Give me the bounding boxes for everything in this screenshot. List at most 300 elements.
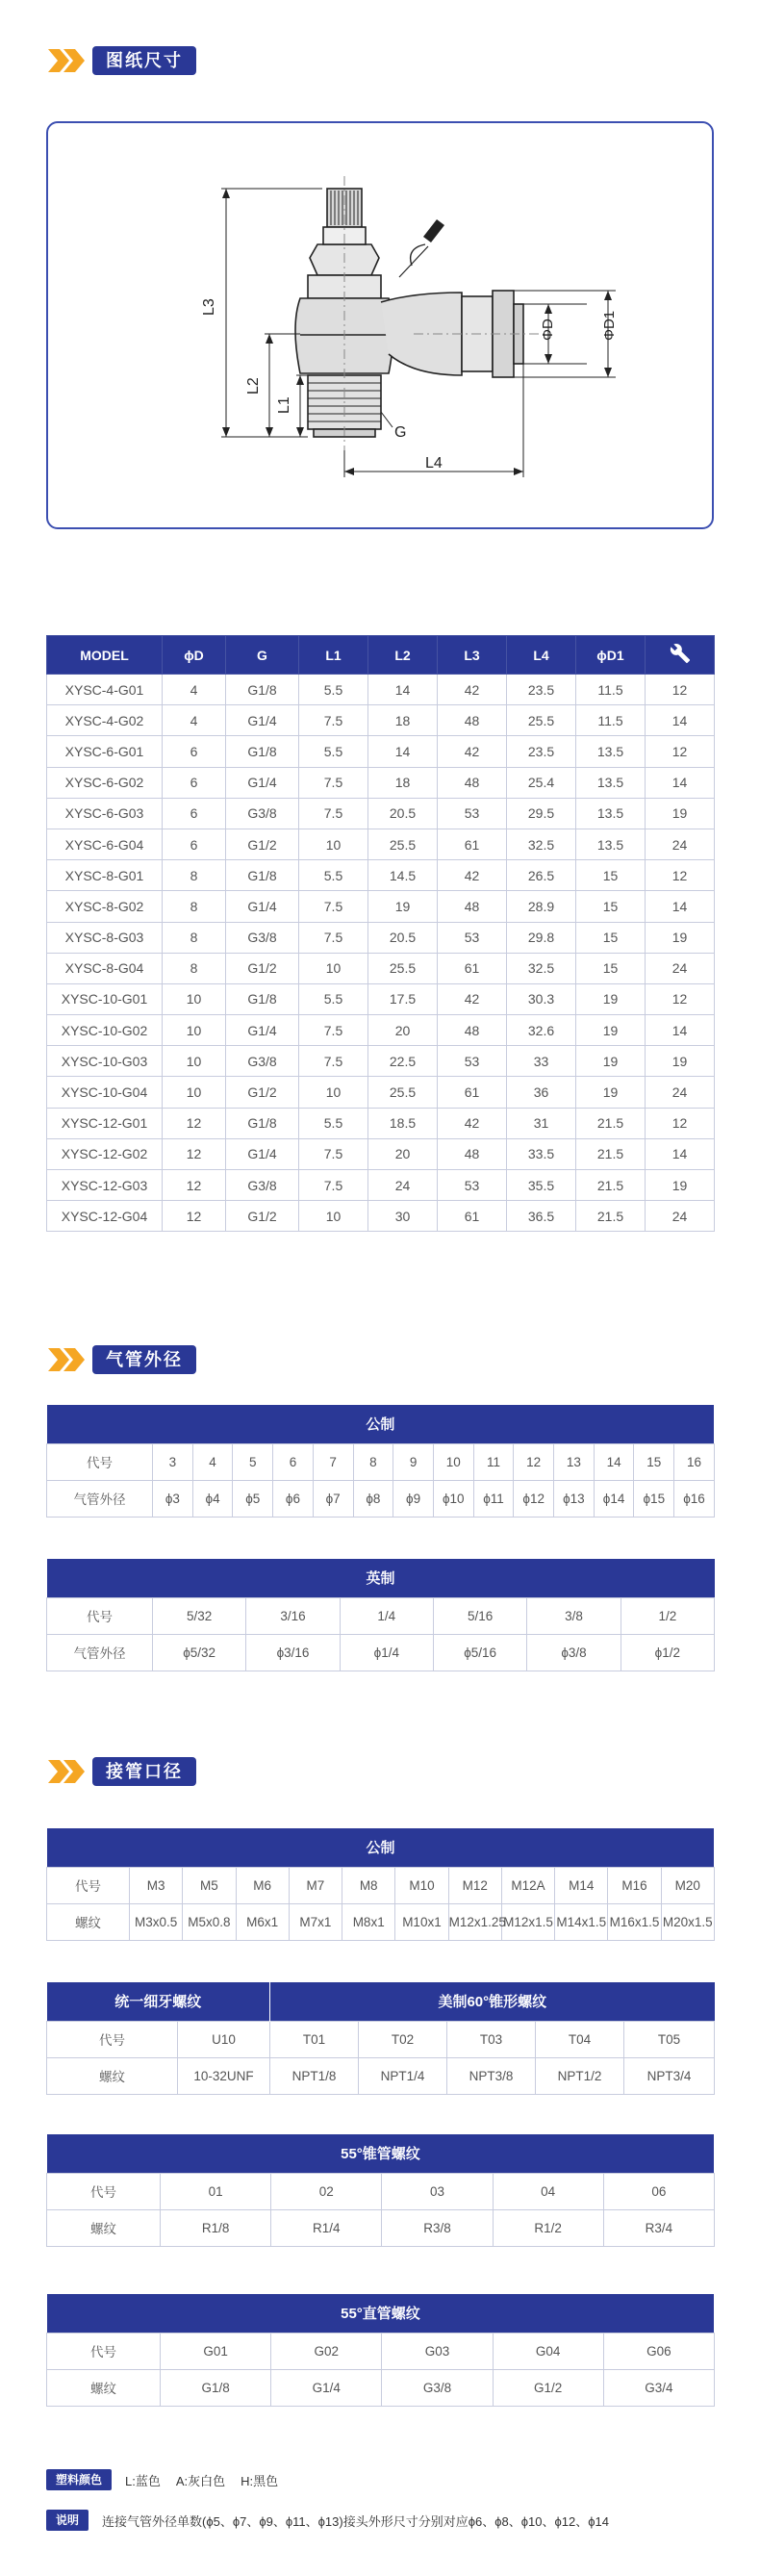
code-row <box>47 2173 715 2209</box>
table-cell: 48 <box>438 705 507 736</box>
table-cell: 25.5 <box>368 1077 438 1108</box>
value-row <box>47 2369 715 2406</box>
table-cell: 8 <box>163 891 226 922</box>
table-cell: 14 <box>646 767 715 798</box>
code-cell: G04 <box>493 2333 603 2369</box>
table-cell: 21.5 <box>576 1138 646 1169</box>
code-cell: M12A <box>501 1867 554 1903</box>
table-cell: XYSC-4-G01 <box>47 675 163 705</box>
value-cell: 10-32UNF <box>178 2057 270 2094</box>
code-cell: 14 <box>594 1443 634 1480</box>
table-cell: XYSC-10-G02 <box>47 1015 163 1046</box>
label-L1: L1 <box>276 396 292 414</box>
spec-table-header <box>47 636 715 675</box>
value-cell: NPT1/2 <box>536 2057 624 2094</box>
table-cell: 15 <box>576 922 646 953</box>
section-header-port <box>46 1757 196 1786</box>
value-cell: ϕ3 <box>153 1480 193 1517</box>
table-cell: 10 <box>299 1077 368 1108</box>
table-cell: G1/8 <box>226 1108 299 1138</box>
table-row <box>47 675 715 705</box>
table-cell: 14 <box>646 1015 715 1046</box>
table-cell: 19 <box>646 1170 715 1201</box>
table-cell: XYSC-12-G02 <box>47 1138 163 1169</box>
table-cell: 13.5 <box>576 736 646 767</box>
row-label: 螺纹 <box>47 2057 178 2094</box>
table-cell: G1/8 <box>226 860 299 891</box>
code-cell: 4 <box>192 1443 233 1480</box>
code-cell: M10 <box>395 1867 448 1903</box>
table-cell: 19 <box>576 1077 646 1108</box>
tube-imperial-table <box>46 1559 715 1671</box>
table-cell: G1/8 <box>226 736 299 767</box>
table-cell: XYSC-6-G01 <box>47 736 163 767</box>
table-cell: 11.5 <box>576 705 646 736</box>
table-row <box>47 1046 715 1077</box>
table-cell: XYSC-4-G02 <box>47 705 163 736</box>
value-cell: ϕ8 <box>353 1480 393 1517</box>
row-label: 气管外径 <box>47 1480 153 1517</box>
table-cell: G1/4 <box>226 1138 299 1169</box>
table-cell: XYSC-6-G03 <box>47 798 163 829</box>
port-unified-table <box>46 1982 715 2095</box>
value-cell: M5x0.8 <box>183 1903 236 1940</box>
code-cell: M3 <box>130 1867 183 1903</box>
value-cell: ϕ16 <box>674 1480 715 1517</box>
tube-metric-table <box>46 1405 715 1518</box>
table-cell: 29.5 <box>507 798 576 829</box>
value-cell: ϕ7 <box>313 1480 353 1517</box>
value-row <box>47 1480 715 1517</box>
value-cell: M14x1.5 <box>555 1903 608 1940</box>
table-cell: 12 <box>646 675 715 705</box>
table-cell: 4 <box>163 705 226 736</box>
table-row <box>47 1170 715 1201</box>
code-cell: M12 <box>448 1867 501 1903</box>
value-cell: R1/4 <box>271 2209 382 2246</box>
table-title-row <box>47 1828 715 1867</box>
value-cell: R1/8 <box>161 2209 271 2246</box>
row-label: 代号 <box>47 2333 161 2369</box>
value-cell: ϕ14 <box>594 1480 634 1517</box>
value-cell: M12x1.5 <box>501 1903 554 1940</box>
code-cell: 03 <box>382 2173 493 2209</box>
code-cell: 5/16 <box>433 1597 526 1634</box>
table-row <box>47 767 715 798</box>
table-title: 55°锥管螺纹 <box>47 2134 715 2173</box>
table-cell: 8 <box>163 922 226 953</box>
table-cell: 10 <box>299 829 368 859</box>
col-G: G <box>226 636 299 675</box>
code-cell: 15 <box>634 1443 674 1480</box>
table-cell: G3/8 <box>226 798 299 829</box>
section-header-drawing <box>46 46 196 75</box>
table-cell: 14 <box>368 736 438 767</box>
table-cell: 48 <box>438 1015 507 1046</box>
value-cell: ϕ9 <box>393 1480 434 1517</box>
table-cell: 48 <box>438 767 507 798</box>
code-cell: T02 <box>359 2021 447 2057</box>
table-cell: 22.5 <box>368 1046 438 1077</box>
table-cell: 11.5 <box>576 675 646 705</box>
table-row <box>47 1201 715 1232</box>
table-row <box>47 891 715 922</box>
table-cell: XYSC-12-G03 <box>47 1170 163 1201</box>
col-model: MODEL <box>47 636 163 675</box>
label-phiD: ΦD <box>540 319 556 341</box>
table-cell: 28.9 <box>507 891 576 922</box>
value-cell: M10x1 <box>395 1903 448 1940</box>
row-label: 代号 <box>47 1597 153 1634</box>
value-cell: G1/8 <box>161 2369 271 2406</box>
row-label: 螺纹 <box>47 2209 161 2246</box>
color-blue: L:蓝色 <box>125 2473 161 2488</box>
row-label: 代号 <box>47 1443 153 1480</box>
table-cell: 24 <box>646 829 715 859</box>
row-label: 代号 <box>47 2173 161 2209</box>
code-cell: 02 <box>271 2173 382 2209</box>
row-label: 螺纹 <box>47 2369 161 2406</box>
table-cell: 21.5 <box>576 1108 646 1138</box>
table-cell: 31 <box>507 1108 576 1138</box>
table-cell: 20.5 <box>368 922 438 953</box>
table-cell: 19 <box>576 1015 646 1046</box>
table-cell: 19 <box>576 1046 646 1077</box>
table-cell: 7.5 <box>299 1170 368 1201</box>
table-cell: 21.5 <box>576 1201 646 1232</box>
code-row <box>47 1443 715 1480</box>
table-cell: 13.5 <box>576 829 646 859</box>
table-cell: 10 <box>163 1046 226 1077</box>
table-cell: G3/8 <box>226 1170 299 1201</box>
value-cell: ϕ4 <box>192 1480 233 1517</box>
value-cell: ϕ15 <box>634 1480 674 1517</box>
table-cell: 42 <box>438 983 507 1014</box>
value-cell: ϕ5 <box>233 1480 273 1517</box>
table-cell: 18 <box>368 705 438 736</box>
code-cell: M16 <box>608 1867 661 1903</box>
table-cell: XYSC-8-G02 <box>47 891 163 922</box>
value-row <box>47 1903 715 1940</box>
code-cell: 1/2 <box>621 1597 714 1634</box>
table-cell: 14.5 <box>368 860 438 891</box>
table-cell: G1/2 <box>226 953 299 983</box>
table-cell: 19 <box>576 983 646 1014</box>
row-label: 代号 <box>47 1867 130 1903</box>
label-L4: L4 <box>425 455 443 472</box>
table-cell: 24 <box>646 1201 715 1232</box>
col-L1: L1 <box>299 636 368 675</box>
table-cell: 7.5 <box>299 1015 368 1046</box>
table-cell: XYSC-6-G02 <box>47 767 163 798</box>
table-cell: 14 <box>646 891 715 922</box>
table-cell: 42 <box>438 860 507 891</box>
value-cell: NPT1/8 <box>270 2057 359 2094</box>
table-row <box>47 829 715 859</box>
table-cell: 61 <box>438 829 507 859</box>
table-cell: G1/4 <box>226 767 299 798</box>
code-cell: 04 <box>493 2173 603 2209</box>
table-cell: 10 <box>299 953 368 983</box>
value-cell: ϕ6 <box>273 1480 314 1517</box>
table-cell: 13.5 <box>576 798 646 829</box>
table-cell: XYSC-8-G03 <box>47 922 163 953</box>
table-row <box>47 798 715 829</box>
table-cell: 12 <box>646 736 715 767</box>
table-cell: XYSC-10-G04 <box>47 1077 163 1108</box>
spec-table <box>46 635 715 1232</box>
table-title: 公制 <box>47 1405 715 1443</box>
table-cell: 61 <box>438 953 507 983</box>
table-row <box>47 705 715 736</box>
value-row <box>47 2057 715 2094</box>
table-cell: 26.5 <box>507 860 576 891</box>
table-cell: 53 <box>438 1170 507 1201</box>
table-cell: 7.5 <box>299 891 368 922</box>
table-cell: 30.3 <box>507 983 576 1014</box>
table-row <box>47 953 715 983</box>
table-cell: 61 <box>438 1077 507 1108</box>
note-text: 连接气管外径单数(ϕ5、ϕ7、ϕ9、ϕ11、ϕ13)接头外形尺寸分别对应ϕ6、ϕ8、ϕ10、ϕ12、ϕ14 <box>102 2513 609 2529</box>
code-cell: 1/4 <box>340 1597 433 1634</box>
table-row <box>47 736 715 767</box>
table-cell: 12 <box>646 1108 715 1138</box>
color-grey: A:灰白色 <box>175 2473 226 2488</box>
table-cell: 5.5 <box>299 736 368 767</box>
code-cell: 3 <box>153 1443 193 1480</box>
table-title-left: 统一细牙螺纹 <box>47 1982 270 2021</box>
section-header-tube <box>46 1345 196 1374</box>
code-cell: 13 <box>554 1443 595 1480</box>
table-cell: 23.5 <box>507 675 576 705</box>
code-cell: 3/8 <box>527 1597 621 1634</box>
code-cell: G01 <box>161 2333 271 2369</box>
table-cell: G1/2 <box>226 829 299 859</box>
code-cell: 6 <box>273 1443 314 1480</box>
value-cell: ϕ5/32 <box>153 1634 246 1671</box>
table-cell: 20 <box>368 1015 438 1046</box>
value-cell: NPT1/4 <box>359 2057 447 2094</box>
col-L2: L2 <box>368 636 438 675</box>
table-cell: 14 <box>368 675 438 705</box>
table-cell: 10 <box>299 1201 368 1232</box>
table-title-row <box>47 2134 715 2173</box>
table-cell: 20.5 <box>368 798 438 829</box>
table-cell: 21.5 <box>576 1170 646 1201</box>
table-cell: XYSC-12-G01 <box>47 1108 163 1138</box>
table-cell: 19 <box>368 891 438 922</box>
table-cell: 53 <box>438 1046 507 1077</box>
table-cell: G1/4 <box>226 705 299 736</box>
value-cell: G3/8 <box>382 2369 493 2406</box>
table-cell: G1/4 <box>226 891 299 922</box>
table-cell: G1/2 <box>226 1201 299 1232</box>
code-cell: 7 <box>313 1443 353 1480</box>
table-cell: 6 <box>163 767 226 798</box>
table-cell: 32.5 <box>507 829 576 859</box>
table-cell: 7.5 <box>299 705 368 736</box>
table-cell: 53 <box>438 798 507 829</box>
table-cell: 6 <box>163 829 226 859</box>
table-cell: 19 <box>646 1046 715 1077</box>
table-cell: G3/8 <box>226 1046 299 1077</box>
table-cell: 36 <box>507 1077 576 1108</box>
table-row <box>47 860 715 891</box>
port-taper55-table <box>46 2134 715 2247</box>
table-title: 55°直管螺纹 <box>47 2294 715 2333</box>
table-cell: 14 <box>646 1138 715 1169</box>
code-cell: M5 <box>183 1867 236 1903</box>
table-cell: 17.5 <box>368 983 438 1014</box>
value-cell: M20x1.5 <box>661 1903 714 1940</box>
value-cell: M12x1.25 <box>448 1903 501 1940</box>
table-cell: 10 <box>163 983 226 1014</box>
port-metric-table <box>46 1828 715 1941</box>
value-cell: NPT3/8 <box>447 2057 536 2094</box>
table-cell: G1/2 <box>226 1077 299 1108</box>
table-title: 公制 <box>47 1828 715 1867</box>
value-row <box>47 1634 715 1671</box>
table-cell: 5.5 <box>299 983 368 1014</box>
code-cell: 9 <box>393 1443 434 1480</box>
table-cell: 53 <box>438 922 507 953</box>
code-row <box>47 2021 715 2057</box>
code-cell: M7 <box>289 1867 342 1903</box>
value-cell: ϕ12 <box>514 1480 554 1517</box>
col-wrench <box>646 636 715 675</box>
code-cell: 10 <box>433 1443 473 1480</box>
table-row <box>47 1015 715 1046</box>
table-cell: XYSC-8-G01 <box>47 860 163 891</box>
code-cell: M8 <box>342 1867 395 1903</box>
table-cell: 33 <box>507 1046 576 1077</box>
port-straight55-table <box>46 2294 715 2407</box>
table-cell: 5.5 <box>299 675 368 705</box>
plastic-color-row <box>46 2469 293 2490</box>
table-title-right: 美制60°锥形螺纹 <box>270 1982 715 2021</box>
value-cell: ϕ1/4 <box>340 1634 433 1671</box>
table-cell: 24 <box>368 1170 438 1201</box>
table-cell: 25.4 <box>507 767 576 798</box>
table-cell: 8 <box>163 860 226 891</box>
table-cell: 24 <box>646 953 715 983</box>
table-cell: 15 <box>576 891 646 922</box>
table-cell: 12 <box>646 983 715 1014</box>
color-black: H:黑色 <box>241 2473 279 2488</box>
table-row <box>47 1138 715 1169</box>
table-cell: 19 <box>646 922 715 953</box>
table-cell: 10 <box>163 1077 226 1108</box>
table-cell: 23.5 <box>507 736 576 767</box>
code-row <box>47 1597 715 1634</box>
table-cell: 25.5 <box>368 829 438 859</box>
row-label: 代号 <box>47 2021 178 2057</box>
note-row <box>46 2510 609 2531</box>
value-cell: M8x1 <box>342 1903 395 1940</box>
table-cell: 5.5 <box>299 1108 368 1138</box>
table-cell: G1/4 <box>226 1015 299 1046</box>
value-cell: ϕ3/8 <box>527 1634 621 1671</box>
code-cell: 11 <box>473 1443 514 1480</box>
table-title-row <box>47 1559 715 1597</box>
table-cell: 13.5 <box>576 767 646 798</box>
table-cell: 32.5 <box>507 953 576 983</box>
table-cell: XYSC-8-G04 <box>47 953 163 983</box>
table-cell: 4 <box>163 675 226 705</box>
table-cell: 15 <box>576 860 646 891</box>
value-cell: G1/4 <box>271 2369 382 2406</box>
code-cell: 5 <box>233 1443 273 1480</box>
value-cell: ϕ10 <box>433 1480 473 1517</box>
table-cell: 12 <box>163 1138 226 1169</box>
table-cell: 35.5 <box>507 1170 576 1201</box>
section-title: 图纸尺寸 <box>92 46 196 75</box>
table-cell: 42 <box>438 1108 507 1138</box>
code-row <box>47 2333 715 2369</box>
table-cell: 12 <box>163 1201 226 1232</box>
table-cell: 30 <box>368 1201 438 1232</box>
table-cell: XYSC-10-G03 <box>47 1046 163 1077</box>
table-row <box>47 922 715 953</box>
technical-drawing <box>46 121 714 529</box>
code-cell: 3/16 <box>246 1597 340 1634</box>
plastic-color-tag: 塑料颜色 <box>46 2469 112 2490</box>
code-cell: M14 <box>555 1867 608 1903</box>
col-phiD1: ϕD1 <box>576 636 646 675</box>
code-cell: T03 <box>447 2021 536 2057</box>
code-cell: T04 <box>536 2021 624 2057</box>
table-cell: 24 <box>646 1077 715 1108</box>
code-cell: G06 <box>603 2333 714 2369</box>
table-cell: XYSC-12-G04 <box>47 1201 163 1232</box>
label-L2: L2 <box>245 377 262 395</box>
table-title: 英制 <box>47 1559 715 1597</box>
chevron-arrows-icon <box>46 1757 92 1786</box>
value-cell: R1/2 <box>493 2209 603 2246</box>
table-cell: 61 <box>438 1201 507 1232</box>
value-cell: ϕ13 <box>554 1480 595 1517</box>
table-cell: 7.5 <box>299 798 368 829</box>
value-row <box>47 2209 715 2246</box>
code-cell: G02 <box>271 2333 382 2369</box>
code-cell: M6 <box>236 1867 289 1903</box>
table-cell: 25.5 <box>507 705 576 736</box>
col-L3: L3 <box>438 636 507 675</box>
value-cell: ϕ11 <box>473 1480 514 1517</box>
table-cell: 12 <box>163 1170 226 1201</box>
table-cell: 42 <box>438 736 507 767</box>
value-cell: R3/8 <box>382 2209 493 2246</box>
table-cell: 20 <box>368 1138 438 1169</box>
table-cell: 7.5 <box>299 922 368 953</box>
value-cell: G3/4 <box>603 2369 714 2406</box>
table-cell: 18 <box>368 767 438 798</box>
code-cell: M20 <box>661 1867 714 1903</box>
table-title-row <box>47 1405 715 1443</box>
spec-table-body <box>47 675 715 1232</box>
table-cell: 14 <box>646 705 715 736</box>
table-cell: 18.5 <box>368 1108 438 1138</box>
table-cell: 29.8 <box>507 922 576 953</box>
section-title: 接管口径 <box>92 1757 196 1786</box>
value-cell: M16x1.5 <box>608 1903 661 1940</box>
table-cell: G1/8 <box>226 983 299 1014</box>
table-cell: 12 <box>646 860 715 891</box>
table-row <box>47 1108 715 1138</box>
wrench-icon <box>670 643 691 664</box>
chevron-arrows-icon <box>46 1345 92 1374</box>
table-cell: 6 <box>163 736 226 767</box>
